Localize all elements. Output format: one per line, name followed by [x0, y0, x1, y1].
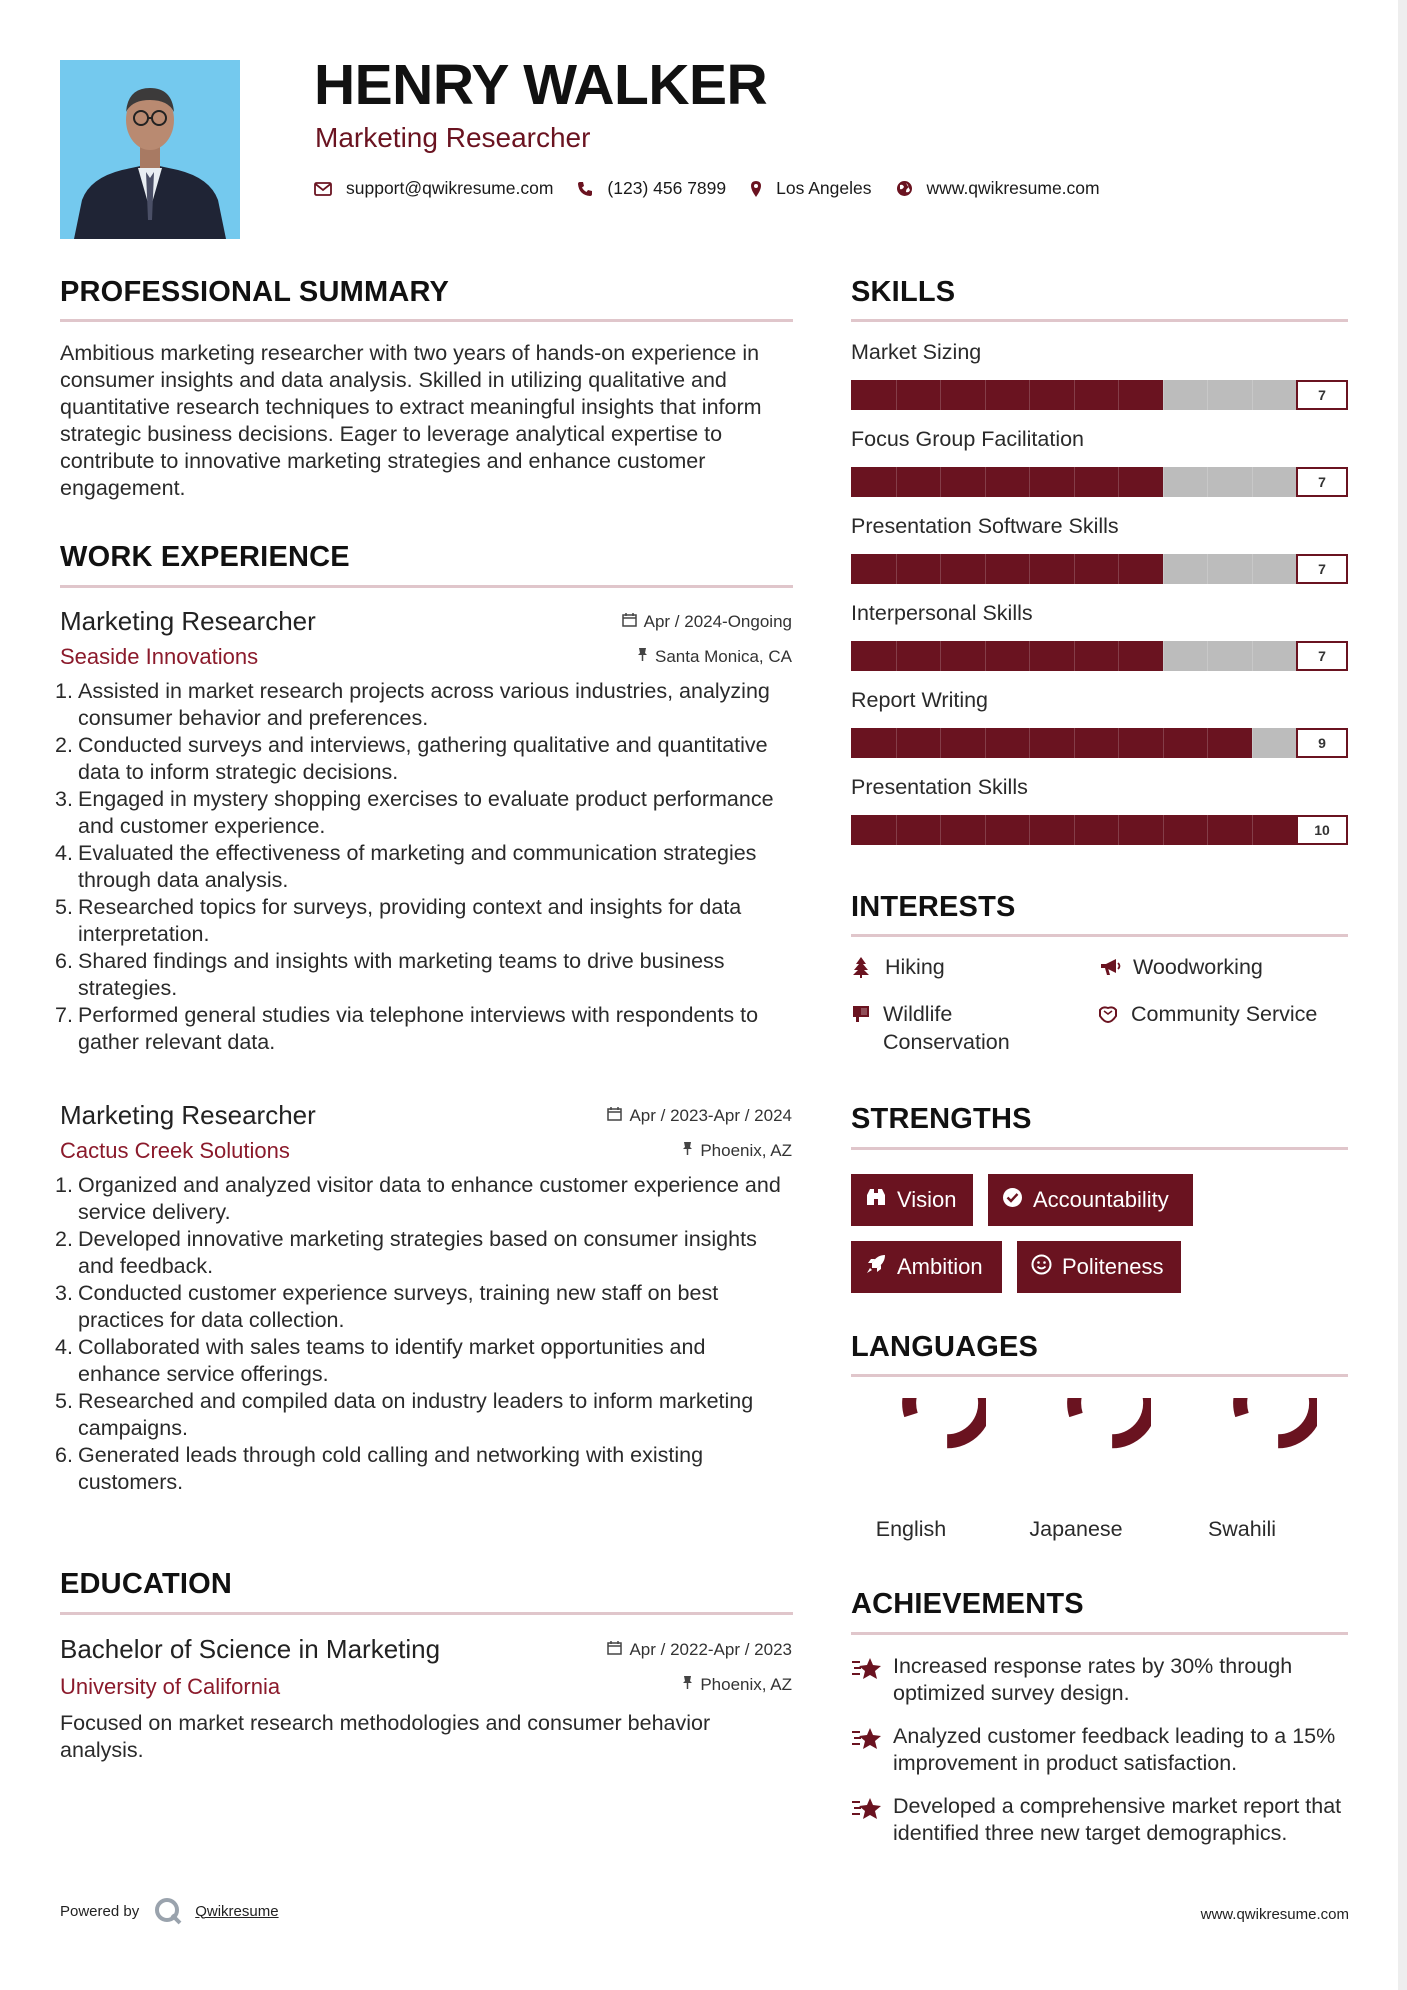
education-location-text: Phoenix, AZ [700, 1675, 792, 1694]
achievement-text: Developed a comprehensive market report that identified three new target demographics. [893, 1794, 1342, 1845]
skill-segment-divider [896, 467, 897, 497]
job-title: Marketing Researcher [60, 606, 316, 636]
summary-text: Ambitious marketing researcher with two years of hands-on experience in consumer insights and data analysis. Skilled in utilizing qualitative and quantitative research techniques to extract meaningful insights that inform strategic business decisions. Eager to leverage analytical expertise to contribute to innovative marketing strategies and enhance customer engagement. [60, 341, 762, 500]
list-item: 1. Assisted in market research projects across various industries, analyzing consumer behavior and preferences. [55, 679, 770, 730]
interest-item [851, 1000, 1041, 1056]
contact-email[interactable]: support@qwikresume.com [346, 178, 554, 198]
skill-segment-divider [1074, 641, 1075, 671]
candidate-title: Marketing Researcher [315, 122, 591, 153]
skill-segment-divider [1074, 728, 1075, 758]
footer-branding [60, 1896, 279, 1926]
job-location-text: Phoenix, AZ [700, 1141, 792, 1160]
strength-badge [1017, 1241, 1181, 1293]
skill-score: 7 [1296, 554, 1348, 584]
job-location-text: Santa Monica, CA [654, 647, 792, 666]
achievement-item [851, 1723, 1351, 1777]
list-item: 6. Generated leads through cold calling and networking with existing customers. [55, 1443, 704, 1494]
skill-segment-divider [1118, 554, 1119, 584]
skill-track [851, 815, 1296, 845]
rocket-icon [865, 1253, 887, 1281]
skill-segment-divider [1029, 728, 1030, 758]
profile-photo [60, 60, 240, 239]
qwikresume-logo-icon [153, 1896, 183, 1926]
education-date [607, 1640, 792, 1660]
language-item [836, 1398, 986, 1542]
interest-item [1099, 953, 1263, 981]
summary-rule [60, 319, 793, 322]
star-icon [851, 1723, 883, 1777]
list-item: 5. Researched and compiled data on industry leaders to inform marketing campaigns. [55, 1389, 754, 1440]
job-date [607, 1106, 792, 1126]
skill-item [851, 514, 1348, 584]
envelope-icon [314, 182, 332, 196]
skill-segment-divider [1029, 641, 1030, 671]
skill-segment-divider [1118, 815, 1119, 845]
education-entry [60, 1634, 792, 1764]
qwikresume-link[interactable]: Qwikresume [195, 1902, 279, 1920]
tree-icon [851, 953, 875, 981]
globe-icon [896, 180, 913, 197]
job-date-text: Apr / 2024-Ongoing [643, 612, 792, 631]
candidate-name: HENRY WALKER [314, 53, 768, 117]
skill-segment-divider [985, 728, 986, 758]
strengths-rule [851, 1147, 1348, 1150]
language-label: Japanese [1029, 1517, 1123, 1541]
skill-segment-divider [1118, 641, 1119, 671]
list-item: 7. Performed general studies via telephone interviews with respondents to gather relevant data. [55, 1003, 759, 1054]
list-item: 6. Shared findings and insights with marketing teams to drive business strategies. [55, 949, 725, 1000]
list-item: 5. Researched topics for surveys, providing context and insights for data interpretation. [55, 895, 742, 946]
skill-bar [851, 728, 1348, 758]
skill-score: 7 [1296, 641, 1348, 671]
job-title: Marketing Researcher [60, 1100, 316, 1130]
interest-label: Wildlife Conservation [883, 1002, 1010, 1054]
skills-rule [851, 319, 1348, 322]
skill-segment-divider [1074, 815, 1075, 845]
language-label: English [875, 1517, 947, 1541]
skill-segment-divider [940, 728, 941, 758]
job-location [682, 1141, 792, 1161]
list-item: 4. Evaluated the effectiveness of marketing and communication strategies through data analysis. [55, 841, 757, 892]
skill-fill [851, 728, 1252, 758]
star-icon [851, 1793, 883, 1847]
skill-name: Focus Group Facilitation [851, 427, 1085, 451]
job-company: Cactus Creek Solutions [60, 1138, 290, 1163]
list-item: 3. Conducted customer experience surveys, training new staff on best practices for data collection. [55, 1281, 719, 1332]
skill-item [851, 775, 1348, 845]
education-location [682, 1675, 792, 1695]
skill-segment-divider [1252, 815, 1253, 845]
skill-segment-divider [1163, 641, 1164, 671]
skill-segment-divider [1118, 728, 1119, 758]
strength-label: Politeness [1062, 1254, 1164, 1279]
skill-fill [851, 380, 1163, 410]
skill-segment-divider [1029, 467, 1030, 497]
skill-fill [851, 554, 1163, 584]
skill-bar [851, 554, 1348, 584]
job-date [622, 612, 792, 632]
skill-segment-divider [940, 554, 941, 584]
skill-segment-divider [1029, 380, 1030, 410]
job-duties [55, 1172, 792, 1496]
calendar-icon [607, 1106, 622, 1126]
skill-bar [851, 467, 1348, 497]
phone-icon [577, 181, 593, 197]
calendar-icon [607, 1640, 622, 1660]
skill-segment-divider [940, 815, 941, 845]
skill-name: Interpersonal Skills [851, 601, 1033, 625]
experience-rule [60, 585, 793, 588]
list-item: 1. Organized and analyzed visitor data to enhance customer experience and service delivery. [55, 1173, 781, 1224]
skills-heading: SKILLS [851, 276, 956, 308]
skill-name: Presentation Skills [851, 775, 1028, 799]
interests-rule [851, 934, 1348, 937]
summary-heading: PROFESSIONAL SUMMARY [60, 276, 450, 308]
skill-segment-divider [1074, 554, 1075, 584]
skill-track [851, 380, 1296, 410]
footer-url[interactable]: www.qwikresume.com [1200, 1906, 1349, 1923]
megaphone-icon [1099, 953, 1123, 981]
skill-score: 7 [1296, 467, 1348, 497]
job-date-text: Apr / 2023-Apr / 2024 [629, 1106, 792, 1125]
skill-segment-divider [985, 815, 986, 845]
skill-name: Report Writing [851, 688, 989, 712]
skill-fill [851, 641, 1163, 671]
skill-segment-divider [1074, 380, 1075, 410]
skill-fill [851, 467, 1163, 497]
achievement-text: Increased response rates by 30% through optimized survey design. [893, 1654, 1293, 1705]
skill-segment-divider [940, 641, 941, 671]
job-duties [55, 678, 792, 1056]
job-entry [55, 606, 792, 1056]
education-rule [60, 1612, 793, 1615]
strength-label: Accountability [1033, 1187, 1169, 1212]
education-description: Focused on market research methodologies and consumer behavior analysis. [60, 1711, 711, 1762]
skill-segment-divider [985, 467, 986, 497]
degree-title: Bachelor of Science in Marketing [60, 1634, 441, 1664]
achievements-rule [851, 1632, 1348, 1635]
skill-segment-divider [1207, 467, 1208, 497]
job-entry [55, 1100, 792, 1496]
skill-segment-divider [1029, 815, 1030, 845]
skill-segment-divider [1163, 380, 1164, 410]
job-location [637, 647, 792, 667]
skill-segment-divider [1163, 728, 1164, 758]
achievement-item [851, 1653, 1351, 1707]
achievements-heading: ACHIEVEMENTS [851, 1588, 1084, 1620]
interest-item [851, 953, 945, 981]
list-item: 4. Collaborated with sales teams to identify market opportunities and enhance service offerings. [55, 1335, 706, 1386]
strength-label: Vision [897, 1187, 957, 1212]
skill-segment-divider [1252, 467, 1253, 497]
list-item: 2. Developed innovative marketing strategies based on consumer insights and feedback. [55, 1227, 757, 1278]
skill-track [851, 467, 1296, 497]
language-item [1001, 1398, 1151, 1542]
skill-segment-divider [896, 728, 897, 758]
smile-icon [1031, 1254, 1052, 1281]
skill-score: 10 [1296, 815, 1348, 845]
skill-segment-divider [985, 641, 986, 671]
flag-icon [851, 1000, 873, 1028]
skill-segment-divider [1207, 815, 1208, 845]
language-gauge [1001, 1398, 1151, 1508]
skill-segment-divider [985, 554, 986, 584]
skill-score: 9 [1296, 728, 1348, 758]
skill-segment-divider [896, 554, 897, 584]
skill-segment-divider [1074, 467, 1075, 497]
skill-track [851, 728, 1296, 758]
languages-heading: LANGUAGES [851, 1331, 1039, 1363]
skill-item [851, 427, 1348, 497]
skill-segment-divider [1252, 554, 1253, 584]
interest-label: Hiking [885, 955, 945, 979]
strength-badge [988, 1174, 1193, 1226]
skill-segment-divider [1252, 641, 1253, 671]
binoculars-icon [865, 1187, 887, 1213]
skill-segment-divider [1163, 815, 1164, 845]
pushpin-icon [682, 1675, 693, 1695]
experience-heading: WORK EXPERIENCE [60, 541, 350, 573]
interest-label: Community Service [1131, 1002, 1318, 1026]
skill-name: Presentation Software Skills [851, 514, 1119, 538]
languages-rule [851, 1374, 1348, 1377]
skill-item [851, 340, 1348, 410]
strengths-heading: STRENGTHS [851, 1103, 1032, 1135]
skill-segment-divider [1207, 641, 1208, 671]
interest-label: Woodworking [1133, 955, 1263, 979]
pushpin-icon [682, 1141, 693, 1161]
strength-label: Ambition [897, 1254, 983, 1279]
education-date-text: Apr / 2022-Apr / 2023 [629, 1640, 792, 1659]
interest-item [1097, 1000, 1317, 1028]
skill-segment-divider [985, 380, 986, 410]
skill-segment-divider [896, 641, 897, 671]
skill-segment-divider [1118, 380, 1119, 410]
education-heading: EDUCATION [60, 1568, 233, 1600]
school-name: University of California [60, 1674, 281, 1699]
language-gauge [1167, 1398, 1317, 1508]
powered-by-text: Powered by [60, 1902, 140, 1920]
skill-bar [851, 641, 1348, 671]
skill-segment-divider [940, 380, 941, 410]
language-label: Swahili [1207, 1517, 1277, 1541]
skill-name: Market Sizing [851, 340, 982, 364]
pushpin-icon [637, 647, 648, 667]
star-icon [851, 1653, 883, 1707]
strength-badge [851, 1241, 1002, 1293]
skill-item [851, 601, 1348, 671]
calendar-icon [622, 612, 637, 632]
contact-location: Los Angeles [776, 178, 872, 198]
list-item: 2. Conducted surveys and interviews, gathering qualitative and quantitative data to inform strategic decisions. [55, 733, 768, 784]
contact-phone[interactable]: (123) 456 7899 [607, 178, 727, 198]
interests-heading: INTERESTS [851, 891, 1016, 923]
skill-segment-divider [1163, 554, 1164, 584]
skill-track [851, 641, 1296, 671]
skill-segment-divider [1207, 728, 1208, 758]
contact-website[interactable]: www.qwikresume.com [926, 178, 1100, 198]
skill-segment-divider [1207, 554, 1208, 584]
skill-item [851, 688, 1348, 758]
skill-score: 7 [1296, 380, 1348, 410]
check-circle-icon [1002, 1187, 1023, 1214]
skill-segment-divider [940, 467, 941, 497]
skill-bar [851, 380, 1348, 410]
map-pin-icon [750, 180, 762, 198]
language-item [1167, 1398, 1317, 1542]
skill-segment-divider [1207, 380, 1208, 410]
skill-segment-divider [1029, 554, 1030, 584]
skill-segment-divider [896, 815, 897, 845]
handshake-icon [1097, 1000, 1121, 1028]
language-gauge [836, 1398, 986, 1508]
list-item: 3. Engaged in mystery shopping exercises to evaluate product performance and customer experience. [55, 787, 774, 838]
achievement-item [851, 1793, 1351, 1847]
skill-segment-divider [1252, 728, 1253, 758]
skill-segment-divider [1118, 467, 1119, 497]
achievement-text: Analyzed customer feedback leading to a 15% improvement in product satisfaction. [893, 1724, 1336, 1775]
contact-bar [314, 178, 1124, 199]
skill-track [851, 554, 1296, 584]
skill-bar [851, 815, 1348, 845]
skill-segment-divider [1163, 467, 1164, 497]
job-company: Seaside Innovations [60, 644, 259, 669]
strength-badge [851, 1174, 973, 1226]
skill-segment-divider [896, 380, 897, 410]
skill-segment-divider [1252, 380, 1253, 410]
